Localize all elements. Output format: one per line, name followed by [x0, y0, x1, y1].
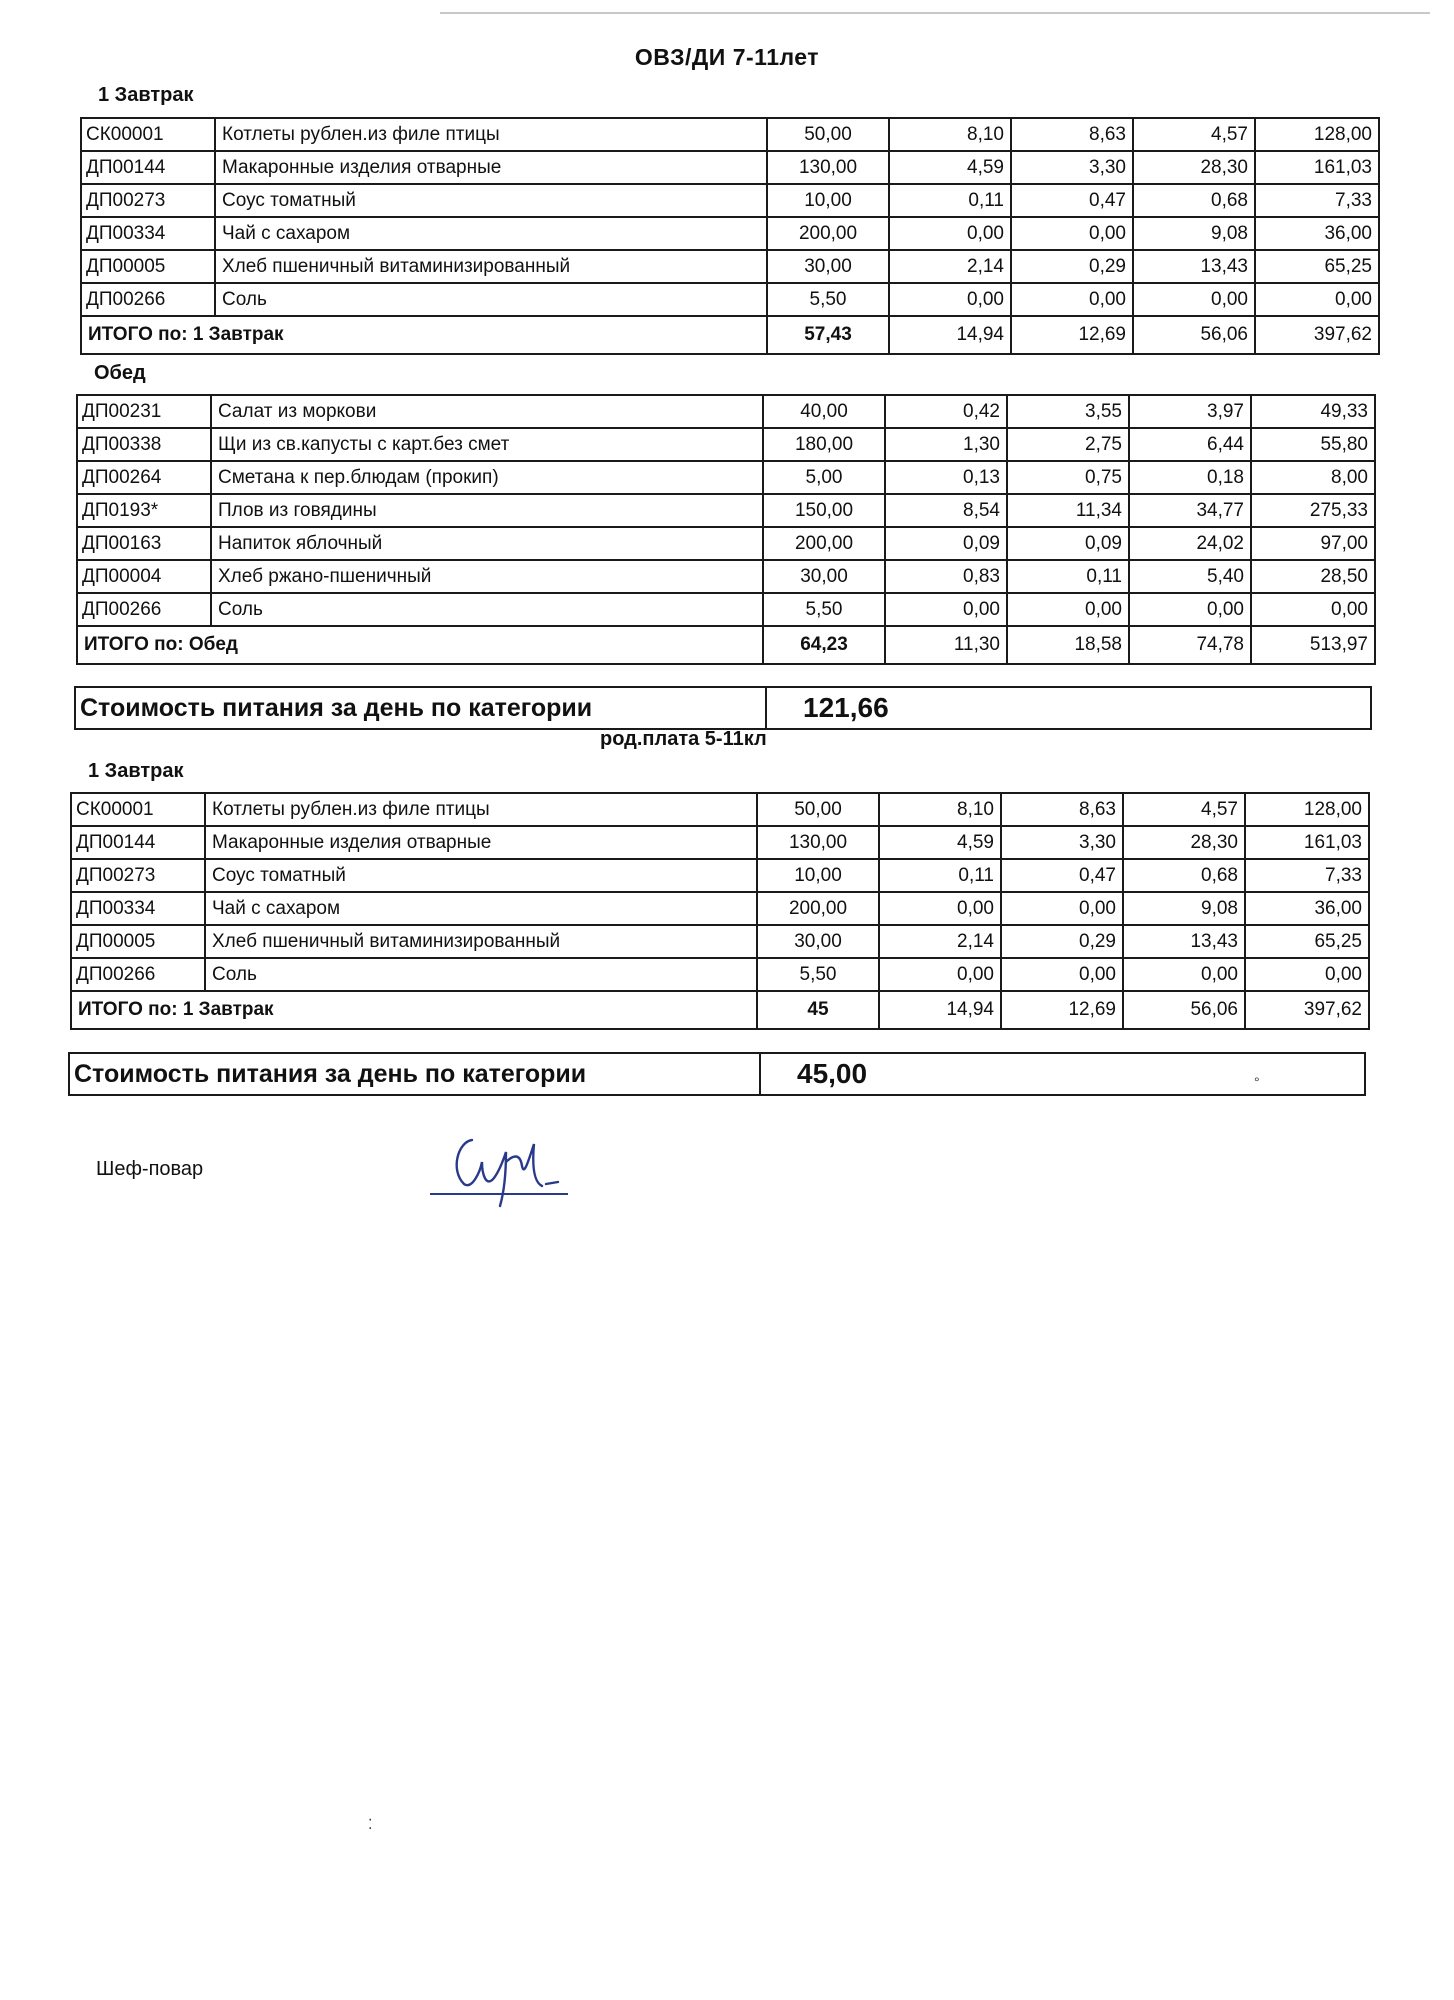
cell-code: ДП00273 [81, 184, 215, 217]
cell-kcal: 161,03 [1245, 826, 1369, 859]
cell-carbs: 9,08 [1123, 892, 1245, 925]
total-row [71, 991, 1369, 1029]
cell-code: ДП00266 [81, 283, 215, 316]
cell-name: Котлеты рублен.из филе птицы [205, 793, 757, 826]
total-label: ИТОГО по: 1 Завтрак [71, 991, 757, 1029]
cell-protein: 8,10 [879, 793, 1001, 826]
cell-carbs: 24,02 [1129, 527, 1251, 560]
cell-carbs: 9,08 [1133, 217, 1255, 250]
total-row [81, 316, 1379, 354]
cell-kcal: 8,00 [1251, 461, 1375, 494]
cell-protein: 0,00 [889, 217, 1011, 250]
cell-name: Напиток яблочный [211, 527, 763, 560]
cell-carbs: 13,43 [1123, 925, 1245, 958]
table-row [77, 395, 1375, 428]
cell-fat: 0,47 [1001, 859, 1123, 892]
cell-kcal: 7,33 [1255, 184, 1379, 217]
cell-protein: 0,00 [879, 958, 1001, 991]
cell-qty: 30,00 [767, 250, 889, 283]
section2-breakfast-table [70, 792, 1370, 1030]
table-row [71, 826, 1369, 859]
total-kcal: 513,97 [1251, 626, 1375, 664]
cell-kcal: 275,33 [1251, 494, 1375, 527]
cell-name: Чай с сахаром [215, 217, 767, 250]
cell-fat: 3,55 [1007, 395, 1129, 428]
total-protein: 11,30 [885, 626, 1007, 664]
total-carbs: 74,78 [1129, 626, 1251, 664]
cell-fat: 0,75 [1007, 461, 1129, 494]
cell-name: Хлеб пшеничный витаминизированный [215, 250, 767, 283]
cell-name: Соус томатный [215, 184, 767, 217]
cell-fat: 0,29 [1011, 250, 1133, 283]
cell-kcal: 28,50 [1251, 560, 1375, 593]
table-row [81, 118, 1379, 151]
table-row [81, 151, 1379, 184]
cell-code: ДП00334 [71, 892, 205, 925]
cell-code: ДП00264 [77, 461, 211, 494]
cell-code: СК00001 [71, 793, 205, 826]
cell-protein: 1,30 [885, 428, 1007, 461]
cell-code: ДП00144 [81, 151, 215, 184]
table-row [77, 494, 1375, 527]
cell-qty: 10,00 [767, 184, 889, 217]
cell-code: ДП00231 [77, 395, 211, 428]
total-fat: 18,58 [1007, 626, 1129, 664]
cell-fat: 3,30 [1001, 826, 1123, 859]
cell-qty: 5,50 [767, 283, 889, 316]
cell-carbs: 28,30 [1123, 826, 1245, 859]
cell-protein: 0,13 [885, 461, 1007, 494]
cell-kcal: 65,25 [1255, 250, 1379, 283]
cell-fat: 8,63 [1011, 118, 1133, 151]
table-row [71, 958, 1369, 991]
cell-carbs: 34,77 [1129, 494, 1251, 527]
stray-scan-mark: ⁚ [368, 1816, 373, 1832]
cell-qty: 50,00 [757, 793, 879, 826]
cell-qty: 5,00 [763, 461, 885, 494]
cell-kcal: 128,00 [1255, 118, 1379, 151]
table-row [77, 593, 1375, 626]
cell-code: ДП00266 [77, 593, 211, 626]
cell-qty: 40,00 [763, 395, 885, 428]
cell-protein: 0,00 [885, 593, 1007, 626]
cell-code: ДП00266 [71, 958, 205, 991]
cell-protein: 2,14 [889, 250, 1011, 283]
cell-protein: 8,10 [889, 118, 1011, 151]
cell-qty: 30,00 [763, 560, 885, 593]
total-kcal: 397,62 [1245, 991, 1369, 1029]
cell-protein: 0,83 [885, 560, 1007, 593]
total-label: ИТОГО по: Обед [77, 626, 763, 664]
total-row [77, 626, 1375, 664]
cell-qty: 130,00 [757, 826, 879, 859]
total-qty: 64,23 [763, 626, 885, 664]
total-carbs: 56,06 [1133, 316, 1255, 354]
section2-breakfast-label: 1 Завтрак [88, 760, 184, 782]
cell-carbs: 0,68 [1123, 859, 1245, 892]
total-qty: 45 [757, 991, 879, 1029]
cell-fat: 0,00 [1011, 217, 1133, 250]
total-protein: 14,94 [879, 991, 1001, 1029]
cell-code: ДП00144 [71, 826, 205, 859]
cell-code: ДП00005 [71, 925, 205, 958]
table-row [77, 527, 1375, 560]
cell-protein: 8,54 [885, 494, 1007, 527]
page-title: ОВЗ/ДИ 7-11лет [634, 44, 820, 70]
section1-cost-value: 121,66 [766, 687, 1371, 729]
cell-fat: 0,00 [1011, 283, 1133, 316]
table-row [71, 859, 1369, 892]
cell-qty: 130,00 [767, 151, 889, 184]
chef-signature [420, 1122, 570, 1212]
cell-kcal: 97,00 [1251, 527, 1375, 560]
cell-protein: 0,09 [885, 527, 1007, 560]
cell-name: Хлеб пшеничный витаминизированный [205, 925, 757, 958]
cell-kcal: 0,00 [1255, 283, 1379, 316]
cell-code: ДП00005 [81, 250, 215, 283]
cell-carbs: 0,00 [1129, 593, 1251, 626]
cell-protein: 4,59 [889, 151, 1011, 184]
cell-code: ДП00163 [77, 527, 211, 560]
cell-name: Плов из говядины [211, 494, 763, 527]
cell-name: Щи из св.капусты с карт.без смет [211, 428, 763, 461]
cell-kcal: 36,00 [1245, 892, 1369, 925]
cell-fat: 11,34 [1007, 494, 1129, 527]
table-row [81, 184, 1379, 217]
cell-carbs: 0,00 [1123, 958, 1245, 991]
cell-kcal: 7,33 [1245, 859, 1369, 892]
cell-code: ДП00334 [81, 217, 215, 250]
table-row [77, 461, 1375, 494]
cell-fat: 0,00 [1001, 958, 1123, 991]
cell-kcal: 161,03 [1255, 151, 1379, 184]
table-row [77, 428, 1375, 461]
stray-dot-mark: ° [1254, 1074, 1260, 1090]
total-qty: 57,43 [767, 316, 889, 354]
cell-fat: 2,75 [1007, 428, 1129, 461]
cell-qty: 200,00 [757, 892, 879, 925]
cell-kcal: 49,33 [1251, 395, 1375, 428]
cell-carbs: 6,44 [1129, 428, 1251, 461]
scan-edge-rule [440, 12, 1430, 14]
cell-fat: 0,47 [1011, 184, 1133, 217]
table-row [81, 217, 1379, 250]
table-row [77, 560, 1375, 593]
cell-protein: 4,59 [879, 826, 1001, 859]
cell-fat: 8,63 [1001, 793, 1123, 826]
cell-qty: 5,50 [763, 593, 885, 626]
cell-name: Соль [205, 958, 757, 991]
cell-code: ДП00004 [77, 560, 211, 593]
cell-qty: 5,50 [757, 958, 879, 991]
cell-qty: 200,00 [767, 217, 889, 250]
section1-breakfast-table [80, 117, 1380, 355]
section2-cost-table [68, 1052, 1366, 1096]
cell-kcal: 65,25 [1245, 925, 1369, 958]
section1-cost-label: Стоимость питания за день по категории [75, 687, 766, 729]
section2-cost-label: Стоимость питания за день по категории [69, 1053, 760, 1095]
chef-label: Шеф-повар [96, 1158, 204, 1180]
table-row [71, 925, 1369, 958]
cell-kcal: 36,00 [1255, 217, 1379, 250]
cell-carbs: 13,43 [1133, 250, 1255, 283]
cell-qty: 150,00 [763, 494, 885, 527]
cell-qty: 30,00 [757, 925, 879, 958]
cell-kcal: 0,00 [1245, 958, 1369, 991]
cell-name: Макаронные изделия отварные [205, 826, 757, 859]
cell-code: ДП00338 [77, 428, 211, 461]
cell-name: Чай с сахаром [205, 892, 757, 925]
total-fat: 12,69 [1011, 316, 1133, 354]
total-carbs: 56,06 [1123, 991, 1245, 1029]
total-label: ИТОГО по: 1 Завтрак [81, 316, 767, 354]
table-row [81, 250, 1379, 283]
cell-code: ДП00273 [71, 859, 205, 892]
cell-fat: 0,00 [1007, 593, 1129, 626]
cell-qty: 200,00 [763, 527, 885, 560]
cell-protein: 2,14 [879, 925, 1001, 958]
cell-name: Соль [211, 593, 763, 626]
table-row [71, 793, 1369, 826]
cell-protein: 0,11 [879, 859, 1001, 892]
cell-carbs: 28,30 [1133, 151, 1255, 184]
cell-carbs: 0,68 [1133, 184, 1255, 217]
cell-protein: 0,00 [889, 283, 1011, 316]
cell-name: Соль [215, 283, 767, 316]
cell-protein: 0,42 [885, 395, 1007, 428]
table-row [71, 892, 1369, 925]
cell-name: Сметана к пер.блюдам (прокип) [211, 461, 763, 494]
cell-protein: 0,11 [889, 184, 1011, 217]
section1-lunch-table [76, 394, 1376, 665]
cell-qty: 50,00 [767, 118, 889, 151]
section1-breakfast-label: 1 Завтрак [98, 84, 194, 106]
cell-kcal: 0,00 [1251, 593, 1375, 626]
cell-qty: 10,00 [757, 859, 879, 892]
cell-carbs: 0,18 [1129, 461, 1251, 494]
cell-name: Салат из моркови [211, 395, 763, 428]
cell-code: СК00001 [81, 118, 215, 151]
cell-fat: 0,09 [1007, 527, 1129, 560]
section1-lunch-label: Обед [94, 362, 146, 384]
cell-name: Соус томатный [205, 859, 757, 892]
cell-carbs: 0,00 [1133, 283, 1255, 316]
cell-fat: 0,11 [1007, 560, 1129, 593]
cell-fat: 0,29 [1001, 925, 1123, 958]
section1-cost-table [74, 686, 1372, 730]
cell-carbs: 5,40 [1129, 560, 1251, 593]
cell-carbs: 4,57 [1133, 118, 1255, 151]
section2-cost-value: 45,00 [760, 1053, 1365, 1095]
cell-protein: 0,00 [879, 892, 1001, 925]
cell-fat: 3,30 [1011, 151, 1133, 184]
cell-name: Макаронные изделия отварные [215, 151, 767, 184]
section2-subtitle: род.плата 5-11кл [600, 728, 767, 750]
table-row [81, 283, 1379, 316]
cell-name: Хлеб ржано-пшеничный [211, 560, 763, 593]
total-kcal: 397,62 [1255, 316, 1379, 354]
total-protein: 14,94 [889, 316, 1011, 354]
cell-carbs: 4,57 [1123, 793, 1245, 826]
cell-kcal: 128,00 [1245, 793, 1369, 826]
total-fat: 12,69 [1001, 991, 1123, 1029]
cell-fat: 0,00 [1001, 892, 1123, 925]
cell-code: ДП0193* [77, 494, 211, 527]
cell-name: Котлеты рублен.из филе птицы [215, 118, 767, 151]
cell-carbs: 3,97 [1129, 395, 1251, 428]
cell-qty: 180,00 [763, 428, 885, 461]
cell-kcal: 55,80 [1251, 428, 1375, 461]
